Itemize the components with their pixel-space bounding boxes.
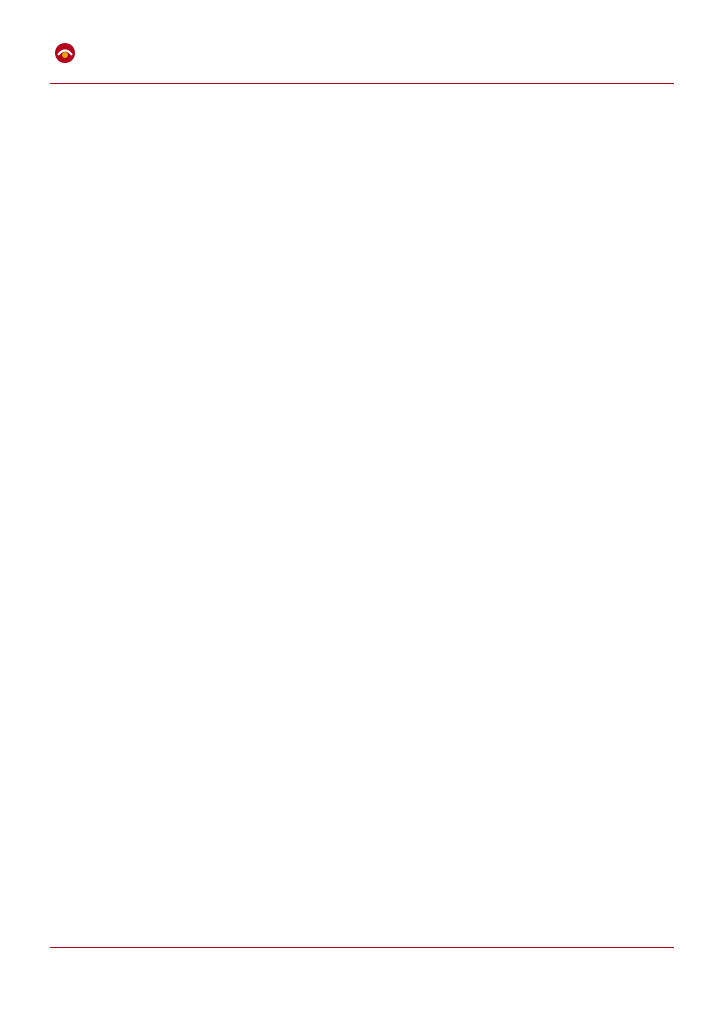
header-divider <box>50 83 674 84</box>
brand-logo-icon <box>54 42 76 64</box>
page-header <box>50 38 674 84</box>
brand-logo <box>50 38 150 78</box>
footer-divider <box>50 947 674 948</box>
